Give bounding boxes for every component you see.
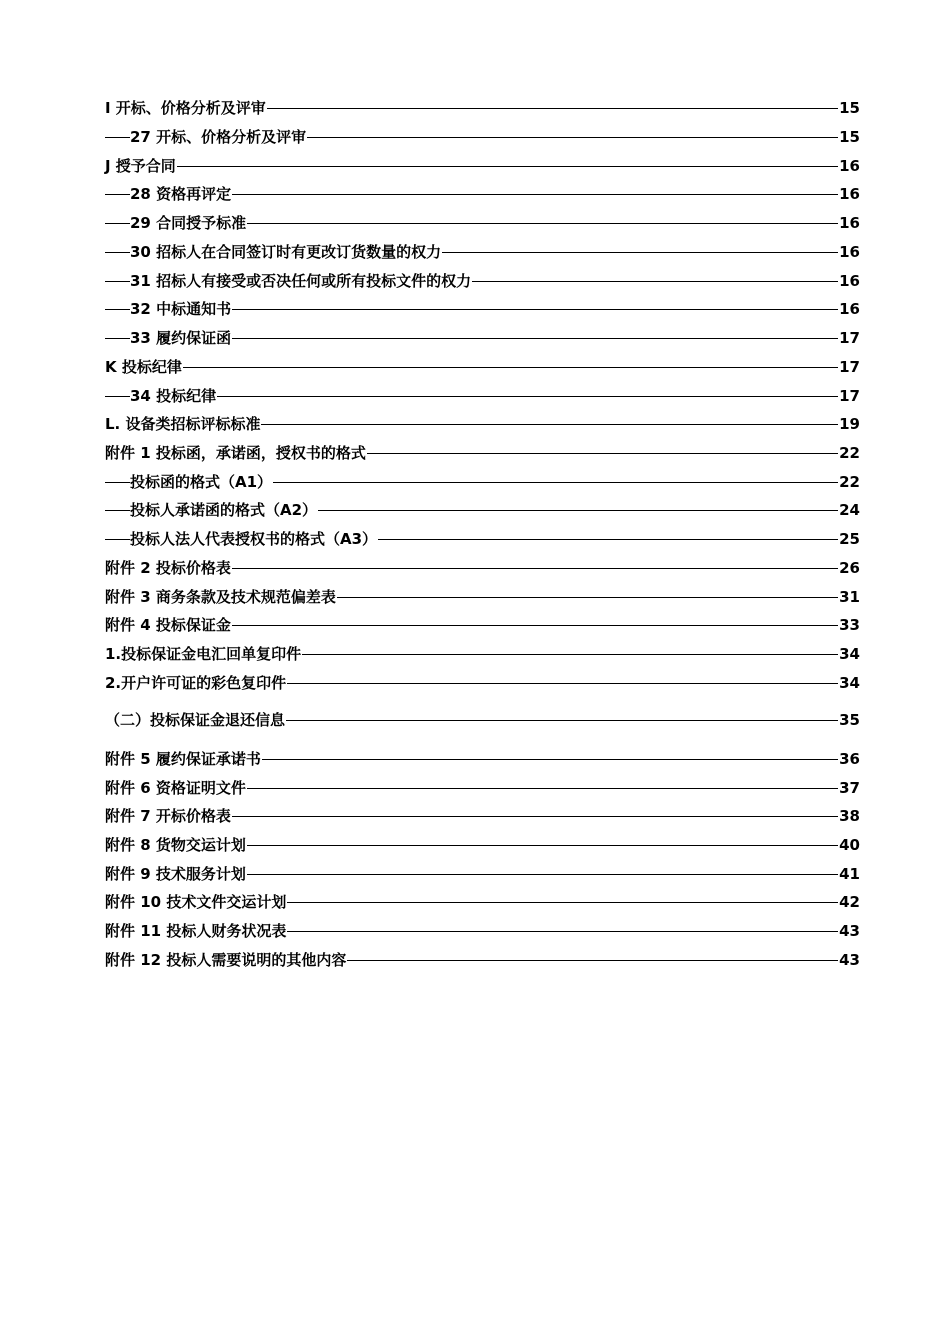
- toc-entry[interactable]: [0, 269, 950, 293]
- toc-entry-title: 附件 11 投标人财务状况表: [105, 919, 287, 943]
- toc-entry-page: 15: [838, 125, 860, 149]
- toc-entry[interactable]: [0, 890, 950, 914]
- toc-entry[interactable]: [0, 948, 950, 972]
- toc-entry-title: 投标函的格式（A1）: [130, 470, 273, 494]
- toc-entry-page: 42: [838, 890, 860, 914]
- toc-entry-title: 29 合同授予标准: [130, 211, 247, 235]
- toc-entry[interactable]: [0, 355, 950, 379]
- toc-entry-title: I 开标、价格分析及评审: [105, 96, 267, 120]
- toc-entry[interactable]: [0, 776, 950, 800]
- toc-entry-page: 43: [838, 919, 860, 943]
- toc-entry-title: 33 履约保证函: [130, 326, 232, 350]
- toc-entry[interactable]: [0, 211, 950, 235]
- toc-entry-title: 32 中标通知书: [130, 297, 232, 321]
- toc-entry-title: 附件 8 货物交运计划: [105, 833, 247, 857]
- toc-entry[interactable]: [0, 671, 950, 695]
- toc-entry-page: 34: [838, 642, 860, 666]
- toc-entry[interactable]: [0, 833, 950, 857]
- toc-entry-page: 36: [838, 747, 860, 771]
- toc-entry-title: J 授予合同: [105, 154, 177, 178]
- toc-entry[interactable]: [0, 556, 950, 580]
- toc-entry-page: 17: [838, 326, 860, 350]
- toc-entry-page: 33: [838, 613, 860, 637]
- toc-entry-title: （二）投标保证金退还信息: [105, 708, 286, 732]
- toc-entry-page: 35: [838, 708, 860, 732]
- toc-entry-page: 37: [838, 776, 860, 800]
- toc-entry[interactable]: [0, 326, 950, 350]
- toc-entry-title: 1.投标保证金电汇回单复印件: [105, 642, 302, 666]
- toc-entry-page: 15: [838, 96, 860, 120]
- toc-entry-title: 31 招标人有接受或否决任何或所有投标文件的权力: [130, 269, 472, 293]
- toc-entry-title: 附件 10 技术文件交运计划: [105, 890, 287, 914]
- toc-entry[interactable]: [0, 862, 950, 886]
- toc-entry-page: 17: [838, 355, 860, 379]
- toc-entry-page: 16: [838, 154, 860, 178]
- toc-entry[interactable]: [0, 708, 950, 732]
- toc-entry-page: 40: [838, 833, 860, 857]
- toc-leader: [105, 367, 840, 368]
- toc-entry-page: 16: [838, 297, 860, 321]
- toc-entry-page: 41: [838, 862, 860, 886]
- toc-entry[interactable]: [0, 804, 950, 828]
- toc-entry[interactable]: [0, 919, 950, 943]
- toc-entry-title: 2.开户许可证的彩色复印件: [105, 671, 287, 695]
- toc-entry[interactable]: [0, 585, 950, 609]
- toc-entry[interactable]: [0, 470, 950, 494]
- toc-entry[interactable]: [0, 384, 950, 408]
- toc-entry[interactable]: [0, 642, 950, 666]
- toc-entry[interactable]: [0, 747, 950, 771]
- toc-entry[interactable]: [0, 613, 950, 637]
- toc-entry[interactable]: [0, 125, 950, 149]
- toc-entry-page: 16: [838, 211, 860, 235]
- toc-entry-page: 34: [838, 671, 860, 695]
- toc-entry-page: 16: [838, 269, 860, 293]
- toc-entry-title: 34 投标纪律: [130, 384, 217, 408]
- toc-entry[interactable]: [0, 441, 950, 465]
- toc-entry-page: 22: [838, 470, 860, 494]
- toc-entry-title: 附件 2 投标价格表: [105, 556, 232, 580]
- toc-entry-title: 28 资格再评定: [130, 182, 232, 206]
- toc-entry-title: 投标人法人代表授权书的格式（A3）: [130, 527, 378, 551]
- toc-entry[interactable]: [0, 96, 950, 120]
- toc-entry-title: 附件 7 开标价格表: [105, 804, 232, 828]
- toc-entry-title: K 投标纪律: [105, 355, 183, 379]
- toc-entry[interactable]: [0, 498, 950, 522]
- toc-entry-title: 附件 5 履约保证承诺书: [105, 747, 262, 771]
- toc-entry-page: 25: [838, 527, 860, 551]
- toc-entry-title: 27 开标、价格分析及评审: [130, 125, 307, 149]
- toc-entry-title: L. 设备类招标评标标准: [105, 412, 261, 436]
- toc-entry-title: 附件 6 资格证明文件: [105, 776, 247, 800]
- toc-entry-page: 43: [838, 948, 860, 972]
- toc-entry-page: 16: [838, 240, 860, 264]
- toc-entry[interactable]: [0, 182, 950, 206]
- toc-entry-title: 30 招标人在合同签订时有更改订货数量的权力: [130, 240, 442, 264]
- toc-entry-page: 19: [838, 412, 860, 436]
- toc-entry-title: 附件 3 商务条款及技术规范偏差表: [105, 585, 337, 609]
- toc-entry[interactable]: [0, 297, 950, 321]
- toc-entry-title: 附件 1 投标函，承诺函，授权书的格式: [105, 441, 367, 465]
- toc-entry-title: 附件 12 投标人需要说明的其他内容: [105, 948, 347, 972]
- toc-leader: [105, 166, 840, 167]
- toc-entry-page: 24: [838, 498, 860, 522]
- toc-entry-page: 16: [838, 182, 860, 206]
- toc-entry-title: 附件 4 投标保证金: [105, 613, 232, 637]
- toc-entry-page: 38: [838, 804, 860, 828]
- toc-entry[interactable]: [0, 240, 950, 264]
- toc-entry[interactable]: [0, 412, 950, 436]
- toc-entry-page: 22: [838, 441, 860, 465]
- toc-entry-page: 26: [838, 556, 860, 580]
- toc-entry-page: 31: [838, 585, 860, 609]
- toc-entry-title: 附件 9 技术服务计划: [105, 862, 247, 886]
- toc-entry[interactable]: [0, 527, 950, 551]
- toc-entry-title: 投标人承诺函的格式（A2）: [130, 498, 318, 522]
- toc-entry[interactable]: [0, 154, 950, 178]
- toc-entry-page: 17: [838, 384, 860, 408]
